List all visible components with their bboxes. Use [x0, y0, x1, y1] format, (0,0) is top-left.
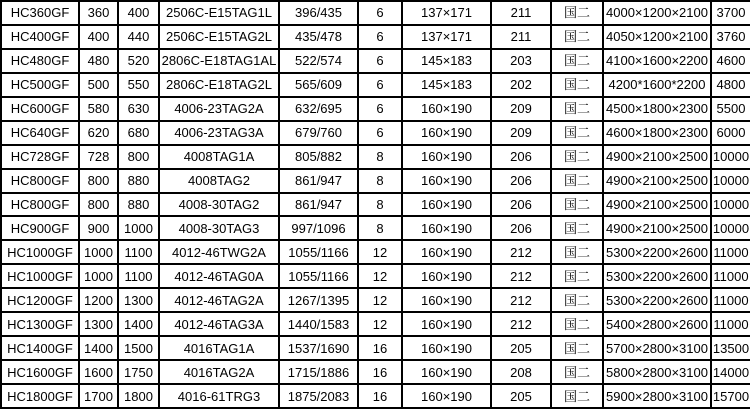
table-cell: 4008-30TAG2	[159, 193, 279, 217]
table-cell: 4000×1200×2100	[603, 1, 711, 25]
table-cell: 14000	[711, 360, 750, 384]
table-row	[1, 169, 750, 193]
table-cell: 728	[79, 145, 118, 169]
table-cell: 160×190	[402, 216, 491, 240]
table-cell: 1200	[79, 288, 118, 312]
table-cell: 国二	[551, 121, 603, 145]
table-cell: 6	[358, 97, 402, 121]
table-cell: 6	[358, 121, 402, 145]
table-cell: 11000	[711, 288, 750, 312]
table-cell: 13500	[711, 336, 750, 360]
table-cell: 679/760	[279, 121, 358, 145]
table-cell: 1100	[118, 240, 159, 264]
table-cell: 8	[358, 145, 402, 169]
table-cell: 209	[491, 97, 551, 121]
table-cell: 480	[79, 49, 118, 73]
table-row	[1, 360, 750, 384]
table-cell: 400	[118, 1, 159, 25]
table-cell: 国二	[551, 73, 603, 97]
table-cell: 3760	[711, 25, 750, 49]
table-cell: 861/947	[279, 193, 358, 217]
table-cell: 5900×2800×3100	[603, 384, 711, 408]
table-row	[1, 288, 750, 312]
table-cell: 4600×1800×2300	[603, 121, 711, 145]
table-cell: 4006-23TAG3A	[159, 121, 279, 145]
table-cell: 137×171	[402, 1, 491, 25]
table-cell: 8	[358, 193, 402, 217]
table-cell: 1055/1166	[279, 240, 358, 264]
table-cell: 5700×2800×3100	[603, 336, 711, 360]
table-cell: HC1000GF	[1, 264, 79, 288]
table-cell: 5800×2800×3100	[603, 360, 711, 384]
table-cell: 12	[358, 264, 402, 288]
table-cell: 4008TAG1A	[159, 145, 279, 169]
table-cell: 4012-46TAG3A	[159, 312, 279, 336]
table-cell: 4050×1200×2100	[603, 25, 711, 49]
table-row	[1, 1, 750, 25]
table-cell: 10000	[711, 216, 750, 240]
table-cell: 11000	[711, 312, 750, 336]
table-cell: 国二	[551, 97, 603, 121]
table-row	[1, 193, 750, 217]
table-body	[1, 1, 750, 408]
table-cell: 1400	[79, 336, 118, 360]
table-row	[1, 121, 750, 145]
table-row	[1, 312, 750, 336]
table-cell: HC640GF	[1, 121, 79, 145]
table-cell: 4900×2100×2500	[603, 216, 711, 240]
table-cell: HC1400GF	[1, 336, 79, 360]
table-row	[1, 240, 750, 264]
table-cell: 805/882	[279, 145, 358, 169]
table-cell: 16	[358, 384, 402, 408]
table-row	[1, 384, 750, 408]
table-cell: 206	[491, 193, 551, 217]
table-cell: 208	[491, 360, 551, 384]
table-cell: 6	[358, 25, 402, 49]
table-cell: 12	[358, 288, 402, 312]
table-cell: 4012-46TAG2A	[159, 288, 279, 312]
table-cell: 145×183	[402, 73, 491, 97]
table-cell: 212	[491, 240, 551, 264]
table-cell: 12	[358, 240, 402, 264]
table-row	[1, 25, 750, 49]
table-cell: 1440/1583	[279, 312, 358, 336]
table-cell: 1750	[118, 360, 159, 384]
table-cell: 160×190	[402, 312, 491, 336]
table-cell: 1000	[79, 240, 118, 264]
table-cell: 1537/1690	[279, 336, 358, 360]
table-cell: HC1800GF	[1, 384, 79, 408]
table-cell: 209	[491, 121, 551, 145]
table-cell: 4008-30TAG3	[159, 216, 279, 240]
table-cell: 1400	[118, 312, 159, 336]
table-row	[1, 49, 750, 73]
table-cell: 900	[79, 216, 118, 240]
table-cell: 632/695	[279, 97, 358, 121]
table-cell: 4900×2100×2500	[603, 193, 711, 217]
table-cell: 160×190	[402, 264, 491, 288]
table-cell: 211	[491, 1, 551, 25]
table-cell: 880	[118, 169, 159, 193]
table-cell: 国二	[551, 384, 603, 408]
table-cell: 1600	[79, 360, 118, 384]
table-cell: 160×190	[402, 360, 491, 384]
table-row	[1, 216, 750, 240]
table-row	[1, 264, 750, 288]
table-cell: 205	[491, 384, 551, 408]
table-cell: 5500	[711, 97, 750, 121]
table-cell: 800	[118, 145, 159, 169]
table-cell: 522/574	[279, 49, 358, 73]
table-cell: 6	[358, 49, 402, 73]
table-cell: 160×190	[402, 97, 491, 121]
table-cell: 800	[79, 169, 118, 193]
table-cell: HC480GF	[1, 49, 79, 73]
table-cell: 203	[491, 49, 551, 73]
table-cell: 国二	[551, 193, 603, 217]
table-cell: 360	[79, 1, 118, 25]
table-cell: 国二	[551, 1, 603, 25]
table-cell: 国二	[551, 312, 603, 336]
table-cell: 861/947	[279, 169, 358, 193]
table-cell: 550	[118, 73, 159, 97]
table-cell: 211	[491, 25, 551, 49]
table-cell: 2806C-E18TAG1AL	[159, 49, 279, 73]
table-cell: 4900×2100×2500	[603, 145, 711, 169]
table-cell: 1055/1166	[279, 264, 358, 288]
table-cell: HC800GF	[1, 169, 79, 193]
table-cell: 160×190	[402, 384, 491, 408]
table-cell: 8	[358, 169, 402, 193]
table-cell: HC360GF	[1, 1, 79, 25]
table-cell: 国二	[551, 264, 603, 288]
table-cell: 435/478	[279, 25, 358, 49]
table-cell: HC1200GF	[1, 288, 79, 312]
table-cell: 1875/2083	[279, 384, 358, 408]
table-cell: HC1000GF	[1, 240, 79, 264]
table-cell: 国二	[551, 169, 603, 193]
table-cell: HC400GF	[1, 25, 79, 49]
table-cell: 1800	[118, 384, 159, 408]
table-cell: 565/609	[279, 73, 358, 97]
table-cell: 4600	[711, 49, 750, 73]
table-row	[1, 145, 750, 169]
table-cell: 4500×1800×2300	[603, 97, 711, 121]
table-cell: 1000	[79, 264, 118, 288]
table-cell: 145×183	[402, 49, 491, 73]
table-cell: 520	[118, 49, 159, 73]
table-cell: 4016TAG1A	[159, 336, 279, 360]
table-cell: 202	[491, 73, 551, 97]
table-cell: 206	[491, 145, 551, 169]
table-cell: 1500	[118, 336, 159, 360]
table-cell: 10000	[711, 193, 750, 217]
table-cell: 国二	[551, 240, 603, 264]
table-cell: 160×190	[402, 193, 491, 217]
table-row	[1, 336, 750, 360]
table-cell: 160×190	[402, 145, 491, 169]
table-cell: 国二	[551, 25, 603, 49]
table-cell: 5300×2200×2600	[603, 288, 711, 312]
table-cell: 国二	[551, 336, 603, 360]
table-cell: 10000	[711, 145, 750, 169]
table-cell: 1715/1886	[279, 360, 358, 384]
table-cell: HC500GF	[1, 73, 79, 97]
table-cell: 680	[118, 121, 159, 145]
table-cell: 880	[118, 193, 159, 217]
table-cell: 997/1096	[279, 216, 358, 240]
table-cell: 212	[491, 288, 551, 312]
table-cell: 5300×2200×2600	[603, 264, 711, 288]
table-cell: 1300	[79, 312, 118, 336]
table-cell: 1100	[118, 264, 159, 288]
table-cell: 440	[118, 25, 159, 49]
table-cell: 16	[358, 360, 402, 384]
table-cell: 800	[79, 193, 118, 217]
table-cell: 5300×2200×2600	[603, 240, 711, 264]
table-cell: 5400×2800×2600	[603, 312, 711, 336]
table-cell: 16	[358, 336, 402, 360]
table-cell: 6	[358, 73, 402, 97]
table-cell: 205	[491, 336, 551, 360]
table-cell: 3700	[711, 1, 750, 25]
table-cell: 4800	[711, 73, 750, 97]
table-cell: HC1600GF	[1, 360, 79, 384]
table-cell: 1700	[79, 384, 118, 408]
table-cell: 160×190	[402, 336, 491, 360]
table-cell: 8	[358, 216, 402, 240]
table-cell: 10000	[711, 169, 750, 193]
table-cell: 206	[491, 169, 551, 193]
table-cell: 国二	[551, 216, 603, 240]
table-cell: 500	[79, 73, 118, 97]
table-cell: 4012-46TAG0A	[159, 264, 279, 288]
table-cell: 400	[79, 25, 118, 49]
table-cell: 国二	[551, 360, 603, 384]
table-cell: 4900×2100×2500	[603, 169, 711, 193]
table-cell: 137×171	[402, 25, 491, 49]
table-cell: 11000	[711, 264, 750, 288]
table-cell: 396/435	[279, 1, 358, 25]
table-cell: HC728GF	[1, 145, 79, 169]
table-cell: 580	[79, 97, 118, 121]
table-cell: HC600GF	[1, 97, 79, 121]
table-cell: 6000	[711, 121, 750, 145]
table-cell: 160×190	[402, 121, 491, 145]
table-cell: HC1300GF	[1, 312, 79, 336]
table-cell: 4006-23TAG2A	[159, 97, 279, 121]
table-cell: 1300	[118, 288, 159, 312]
table-cell: 1267/1395	[279, 288, 358, 312]
table-cell: 4016-61TRG3	[159, 384, 279, 408]
table-cell: 4012-46TWG2A	[159, 240, 279, 264]
table-cell: 212	[491, 264, 551, 288]
table-cell: 11000	[711, 240, 750, 264]
table-cell: 4100×1600×2200	[603, 49, 711, 73]
table-cell: 国二	[551, 49, 603, 73]
table-row	[1, 97, 750, 121]
table-cell: 12	[358, 312, 402, 336]
table-cell: 国二	[551, 288, 603, 312]
table-cell: 160×190	[402, 169, 491, 193]
table-cell: 2506C-E15TAG1L	[159, 1, 279, 25]
table-cell: 2506C-E15TAG2L	[159, 25, 279, 49]
table-cell: HC900GF	[1, 216, 79, 240]
table-cell: 4200*1600*2200	[603, 73, 711, 97]
table-cell: 160×190	[402, 240, 491, 264]
table-cell: 206	[491, 216, 551, 240]
table-cell: 15700	[711, 384, 750, 408]
table-cell: 4008TAG2	[159, 169, 279, 193]
table-cell: 国二	[551, 145, 603, 169]
table-cell: 212	[491, 312, 551, 336]
table-cell: HC800GF	[1, 193, 79, 217]
table-cell: 630	[118, 97, 159, 121]
table-cell: 160×190	[402, 288, 491, 312]
table-row	[1, 73, 750, 97]
table-cell: 1000	[118, 216, 159, 240]
table-cell: 620	[79, 121, 118, 145]
table-cell: 6	[358, 1, 402, 25]
table-cell: 4016TAG2A	[159, 360, 279, 384]
table-cell: 2806C-E18TAG2L	[159, 73, 279, 97]
